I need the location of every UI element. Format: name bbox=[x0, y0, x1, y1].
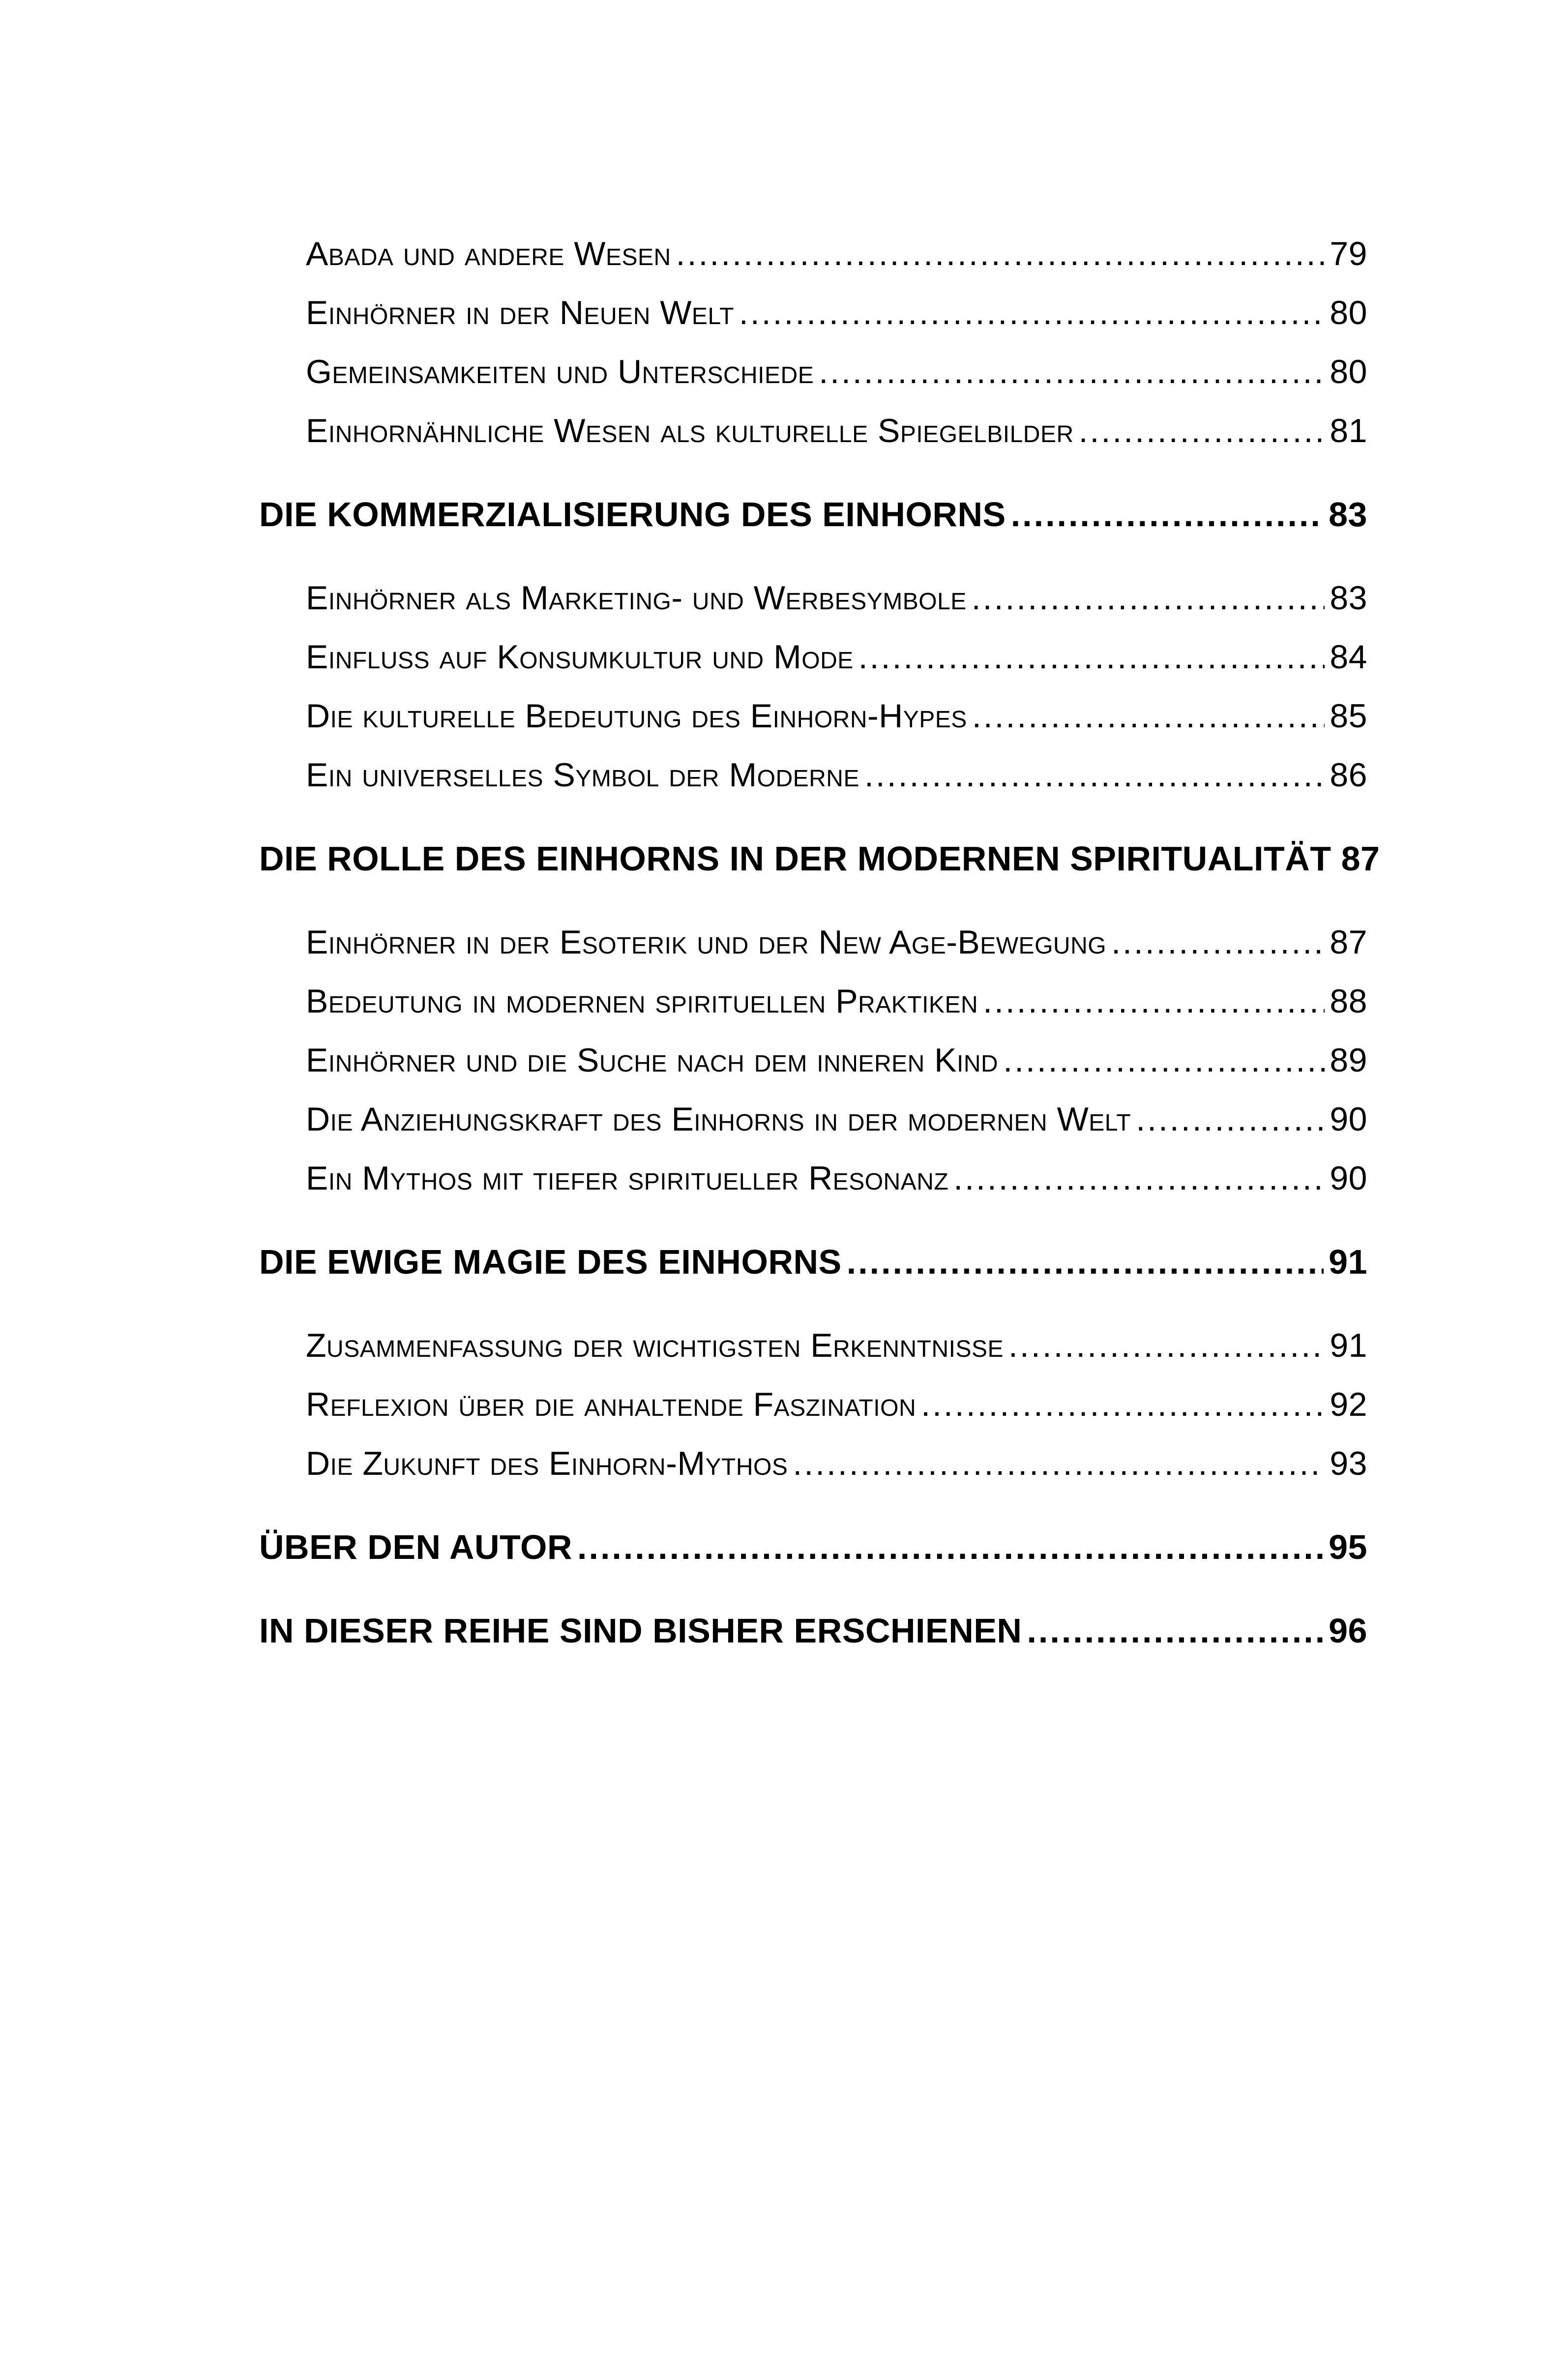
toc-dot-leader bbox=[793, 1444, 1325, 1483]
toc-dot-leader bbox=[847, 1242, 1324, 1282]
toc-entry-title: Reflexion über die anhaltende Faszination bbox=[306, 1386, 917, 1423]
toc-section-entry bbox=[306, 982, 1367, 1020]
toc-page-number: 93 bbox=[1330, 1445, 1367, 1482]
toc-dot-leader bbox=[1079, 412, 1325, 450]
toc-entry-title: ÜBER DEN AUTOR bbox=[259, 1528, 573, 1566]
toc-dot-leader bbox=[1003, 1041, 1325, 1079]
toc-dot-leader bbox=[972, 697, 1325, 735]
toc-entry-title: Einhörner und die Suche nach dem inneren Kind bbox=[306, 1042, 999, 1079]
toc-page-number: 91 bbox=[1329, 1243, 1367, 1281]
toc-entry-title: Einfluss auf Konsumkultur und Mode bbox=[306, 638, 854, 676]
toc-page-number: 89 bbox=[1330, 1042, 1367, 1079]
toc-dot-leader bbox=[819, 353, 1325, 391]
toc-section-entry bbox=[306, 294, 1367, 332]
toc-dot-leader bbox=[577, 1527, 1324, 1567]
toc-page-number: 95 bbox=[1329, 1528, 1367, 1566]
toc-dot-leader bbox=[953, 1159, 1325, 1197]
toc-section-entry bbox=[306, 412, 1367, 450]
toc-dot-leader bbox=[1111, 923, 1325, 961]
toc-dot-leader bbox=[739, 294, 1325, 332]
toc-page-number: 79 bbox=[1330, 235, 1367, 272]
toc-section-entry bbox=[306, 1326, 1367, 1365]
toc-dot-leader bbox=[676, 235, 1325, 273]
toc-entry-title: Die Anziehungskraft des Einhorns in der modernen Welt bbox=[306, 1101, 1131, 1138]
toc-entry-title: DIE KOMMERZIALISIERUNG DES EINHORNS bbox=[259, 495, 1006, 534]
toc-chapter-entry bbox=[259, 1611, 1367, 1650]
toc-page-number: 96 bbox=[1329, 1612, 1367, 1650]
toc-entry-title: DIE ROLLE DES EINHORNS IN DER MODERNEN SPIRITUALITÄT bbox=[259, 839, 1331, 878]
toc-chapter-entry bbox=[259, 1242, 1367, 1282]
toc-page-number: 81 bbox=[1330, 412, 1367, 449]
toc-entry-title: Zusammenfassung der wichtigsten Erkenntnisse bbox=[306, 1327, 1004, 1364]
toc-entry-title: IN DIESER REIHE SIND BISHER ERSCHIENEN bbox=[259, 1612, 1022, 1650]
toc-page-number: 87 bbox=[1330, 924, 1367, 961]
toc-page-number: 80 bbox=[1330, 353, 1367, 390]
toc-entry-title: Einhörner als Marketing- und Werbesymbole bbox=[306, 579, 967, 617]
toc-page-number: 87 bbox=[1341, 839, 1380, 878]
toc-section-entry bbox=[306, 1041, 1367, 1079]
toc-page-number: 88 bbox=[1330, 983, 1367, 1020]
toc-entry-title: Ein universelles Symbol der Moderne bbox=[306, 756, 859, 794]
toc-entry-title: Einhörner in der Neuen Welt bbox=[306, 294, 734, 331]
toc-page-number: 80 bbox=[1330, 294, 1367, 331]
toc-section-entry bbox=[306, 235, 1367, 273]
toc-section-entry bbox=[306, 1100, 1367, 1138]
toc-dot-leader bbox=[858, 638, 1325, 676]
toc-entry-title: Die Zukunft des Einhorn-Mythos bbox=[306, 1445, 788, 1482]
toc-section-entry bbox=[306, 697, 1367, 735]
toc-section-entry bbox=[306, 579, 1367, 617]
toc-section-entry bbox=[306, 353, 1367, 391]
toc-dot-leader bbox=[921, 1385, 1325, 1424]
toc-chapter-entry bbox=[259, 839, 1380, 878]
toc-section-entry bbox=[306, 1159, 1367, 1197]
toc-page-number: 90 bbox=[1330, 1101, 1367, 1138]
toc-page-number: 86 bbox=[1330, 756, 1367, 794]
toc-dot-leader bbox=[1136, 1100, 1325, 1138]
toc-entry-title: Einhornähnliche Wesen als kulturelle Spiegelbilder bbox=[306, 412, 1074, 449]
toc-chapter-entry bbox=[259, 495, 1367, 534]
toc-entry-title: DIE EWIGE MAGIE DES EINHORNS bbox=[259, 1243, 842, 1281]
toc-entry-title: Abada und andere Wesen bbox=[306, 235, 671, 272]
toc-section-entry bbox=[306, 756, 1367, 794]
toc-page-number: 90 bbox=[1330, 1160, 1367, 1197]
toc-page-number: 91 bbox=[1330, 1327, 1367, 1364]
toc-section-entry bbox=[306, 1385, 1367, 1424]
toc-dot-leader bbox=[1027, 1611, 1324, 1650]
toc-entry-title: Gemeinsamkeiten und Unterschiede bbox=[306, 353, 814, 390]
toc-page-number: 84 bbox=[1330, 638, 1367, 676]
toc-page-number: 92 bbox=[1330, 1386, 1367, 1423]
toc-section-entry bbox=[306, 638, 1367, 676]
toc-dot-leader bbox=[1011, 495, 1324, 534]
toc-chapter-entry bbox=[259, 1527, 1367, 1567]
toc-entry-title: Einhörner in der Esoterik und der New Age-Bewegung bbox=[306, 924, 1107, 961]
toc-dot-leader bbox=[972, 579, 1325, 617]
toc-entry-title: Bedeutung in modernen spirituellen Praktiken bbox=[306, 983, 978, 1020]
toc-page-number: 83 bbox=[1330, 579, 1367, 617]
toc-page-number: 85 bbox=[1330, 697, 1367, 735]
toc-dot-leader bbox=[1008, 1326, 1325, 1365]
toc-section-entry bbox=[306, 923, 1367, 961]
toc-section-entry bbox=[306, 1444, 1367, 1483]
toc-dot-leader bbox=[983, 982, 1325, 1020]
toc-page-number: 83 bbox=[1329, 495, 1367, 534]
toc-entry-title: Ein Mythos mit tiefer spiritueller Resonanz bbox=[306, 1160, 949, 1197]
toc-dot-leader bbox=[864, 756, 1325, 794]
toc-entry-title: Die kulturelle Bedeutung des Einhorn-Hypes bbox=[306, 697, 967, 735]
